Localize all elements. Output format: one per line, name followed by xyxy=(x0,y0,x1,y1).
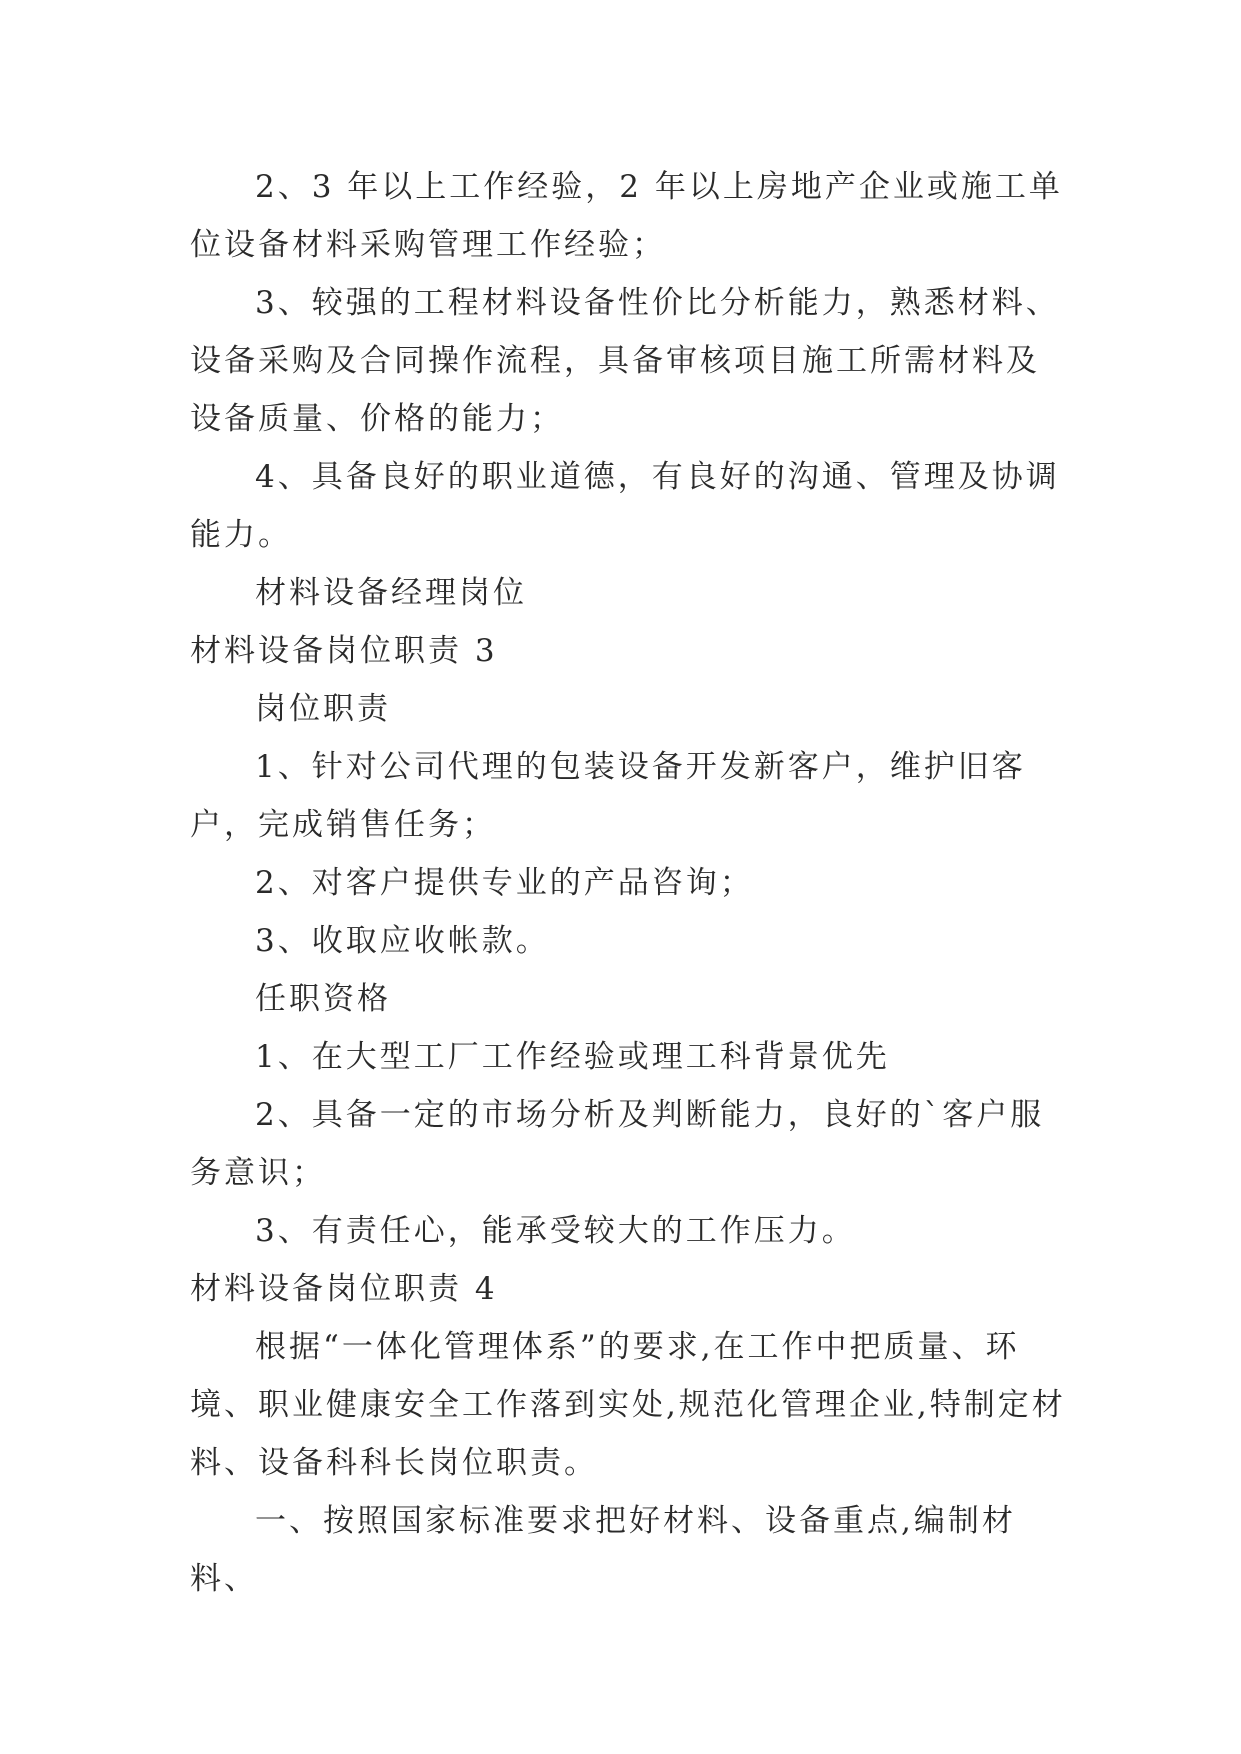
paragraph-position-title: 材料设备经理岗位 xyxy=(255,575,527,611)
section-heading-3: 材料设备岗位职责 3 xyxy=(190,633,498,669)
paragraph-requirement-4: 4、具备良好的职业道德，有良好的沟通、管理及协调能力。 xyxy=(190,459,1060,553)
paragraph-duty-2: 2、对客户提供专业的产品咨询； xyxy=(255,865,754,901)
paragraph-qualification-2: 2、具备一定的市场分析及判断能力，良好的`客户服务意识； xyxy=(190,1097,1045,1191)
paragraph-requirement-2: 2、3 年以上工作经验，2 年以上房地产企业或施工单位设备材料采购管理工作经验； xyxy=(190,169,1063,263)
subheading-qualifications: 任职资格 xyxy=(255,981,391,1017)
paragraph-intro: 根据“一体化管理体系”的要求,在工作中把质量、环境、职业健康安全工作落到实处,规范化管理企业,特制定材料、设备科科长岗位职责。 xyxy=(190,1329,1066,1481)
paragraph-qualification-1: 1、在大型工厂工作经验或理工科背景优先 xyxy=(255,1039,890,1075)
subheading-duties: 岗位职责 xyxy=(255,691,391,727)
paragraph-qualification-3: 3、有责任心，能承受较大的工作压力。 xyxy=(255,1213,856,1249)
paragraph-item-1: 一、按照国家标准要求把好材料、设备重点,编制材料、 xyxy=(190,1503,1016,1597)
paragraph-requirement-3: 3、较强的工程材料设备性价比分析能力，熟悉材料、设备采购及合同操作流程，具备审核项目施工所需材料及设备质量、价格的能力； xyxy=(190,285,1060,437)
paragraph-duty-1: 1、针对公司代理的包装设备开发新客户，维护旧客户，完成销售任务； xyxy=(190,749,1026,843)
section-heading-4: 材料设备岗位职责 4 xyxy=(190,1271,498,1307)
document-body xyxy=(190,158,1070,1608)
paragraph-duty-3: 3、收取应收帐款。 xyxy=(255,923,550,959)
